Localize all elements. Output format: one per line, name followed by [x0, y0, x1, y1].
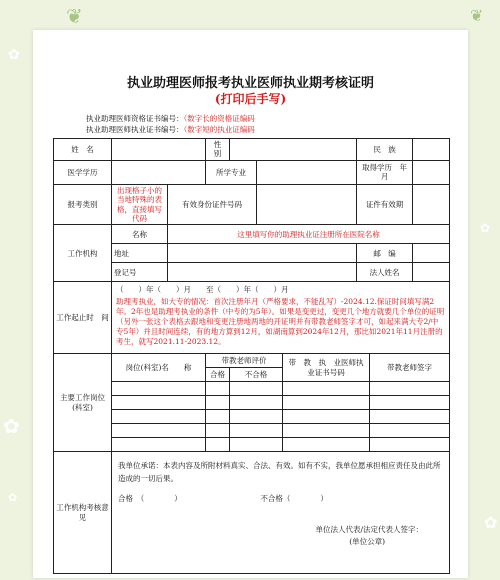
dept-row	[54, 438, 450, 452]
review-cell	[112, 452, 450, 574]
fail-cell[interactable]	[230, 424, 283, 438]
pass-header: 合格	[206, 368, 230, 382]
flower-decoration: ✿	[3, 414, 20, 438]
dept-name-cell[interactable]	[112, 382, 206, 396]
org-name-row	[54, 225, 450, 244]
org-register-row	[54, 263, 450, 282]
dept-row	[54, 410, 450, 424]
register-number-label: 登记号	[112, 263, 168, 282]
review-label: 工作机构考核意见	[54, 452, 112, 574]
gender-cell[interactable]	[230, 139, 357, 161]
fail-header: 不合格	[230, 368, 283, 382]
teacher-cert-cell[interactable]	[283, 438, 370, 452]
id-number-cell[interactable]	[257, 184, 357, 225]
qualification-cert-line	[86, 113, 255, 124]
education-cell[interactable]	[112, 160, 206, 184]
exam-category-label: 报考类别	[54, 184, 112, 225]
dept-name-cell[interactable]	[112, 424, 206, 438]
flower-decoration: ✿	[8, 47, 20, 63]
document-paper	[33, 30, 468, 578]
teacher-sign-header: 带教老师签字	[370, 354, 450, 382]
work-period-dates: （ ）年（ ）月 至（ ）年（ ）月	[116, 285, 289, 295]
exam-form-table	[53, 138, 450, 574]
legal-rep-cell[interactable]	[413, 263, 450, 282]
org-name-hint: 这里填写你的助理执业证注册所在医院名称	[168, 225, 450, 244]
qualification-cert-label: 执业助理医师资格证书编号：	[86, 114, 184, 123]
dept-name-cell[interactable]	[112, 410, 206, 424]
document-title: 执业助理医师报考执业医师执业期考核证明	[126, 76, 374, 91]
basic-info-row-2	[54, 160, 450, 184]
teacher-cert-cell[interactable]	[283, 424, 370, 438]
org-address-row	[54, 244, 450, 263]
teacher-cert-cell[interactable]	[283, 382, 370, 396]
work-org-label: 工作机构	[54, 225, 112, 282]
dept-row	[54, 396, 450, 410]
gender-label: 性 别	[206, 139, 230, 161]
pass-cell[interactable]	[206, 424, 230, 438]
practice-cert-label: 执业助理医师执业证书编号：	[86, 125, 184, 134]
basic-info-row-3	[54, 184, 450, 225]
fail-cell[interactable]	[230, 438, 283, 452]
work-period-row	[54, 282, 450, 354]
ethnic-label: 民 族	[357, 139, 413, 161]
work-period-hint: 助理考执业，如大专的情况：首次注册年月（严格要求，不能乱写）-2024.12.保证时间填写满2年。2年也是助理考执业的条件（中专的为5年）。如果是变更过，变更几个地方就要几个单位的证明（另外一张这个表格去跟地和变更注册地两地的开证明并有带教老师签字才可，如起来满大专2/中专5年）并且时间连续，有的地方算到12月，如湖南算到2024年12月，那比如2021年11月注册的考生，就写2021.11-2023.12。	[116, 296, 445, 347]
fail-cell[interactable]	[230, 382, 283, 396]
qualification-cert-hint: （数字长的资格证编码	[183, 114, 255, 123]
review-row	[54, 452, 450, 574]
name-cell[interactable]	[112, 139, 206, 161]
address-label: 地址	[112, 244, 168, 263]
postcode-label: 邮 编	[357, 244, 413, 263]
fail-cell[interactable]	[230, 410, 283, 424]
work-period-cell	[112, 282, 450, 354]
pass-cell[interactable]	[206, 382, 230, 396]
review-signature: 单位法人代表/法定代表人签字：	[315, 525, 424, 535]
review-promise: 我单位承诺：本表内容及所附材料真实、合法、有效。如有不实，我单位愿承担相应责任及由此所造成的一切后果。	[118, 461, 441, 483]
teacher-sign-cell[interactable]	[370, 410, 450, 424]
legal-rep-label: 法人姓名	[357, 263, 413, 282]
teacher-sign-cell[interactable]	[370, 382, 450, 396]
major-cell[interactable]	[257, 160, 357, 184]
degree-date-label: 取得学历 年 月	[357, 160, 413, 184]
pass-cell[interactable]	[206, 438, 230, 452]
dept-header-row-1	[54, 354, 450, 368]
teacher-sign-cell[interactable]	[370, 396, 450, 410]
teacher-cert-cell[interactable]	[283, 396, 370, 410]
practice-cert-line	[86, 124, 255, 135]
name-label: 姓 名	[54, 139, 112, 161]
pass-cell[interactable]	[206, 410, 230, 424]
basic-info-row-1	[54, 139, 450, 161]
teacher-cert-header: 带 教 执 业医师执业证书号码	[283, 354, 370, 382]
address-cell[interactable]	[168, 244, 357, 263]
flower-decoration: ✿	[480, 221, 491, 235]
review-seal: (单位公章)	[349, 536, 386, 546]
teacher-eval-header: 带教老师评价	[206, 354, 283, 368]
main-dept-label: 主要工作岗位(科室)	[54, 354, 112, 452]
teacher-cert-cell[interactable]	[283, 410, 370, 424]
practice-cert-hint: （数字短的执业证编码	[183, 125, 255, 134]
postcode-cell[interactable]	[413, 244, 450, 263]
dept-name-header: 岗位(科室)名 称	[112, 354, 206, 382]
document-subtitle: (打印后手写)	[214, 92, 287, 106]
major-label: 所学专业	[206, 160, 257, 184]
review-pass[interactable]: 合格 （ ）	[118, 493, 182, 503]
flower-decoration: ✿	[8, 491, 18, 504]
leaf-decoration: ❦	[66, 4, 83, 28]
dept-row	[54, 424, 450, 438]
fail-cell[interactable]	[230, 396, 283, 410]
id-number-label: 有效身份证件号码	[168, 184, 257, 225]
validity-cell[interactable]	[413, 184, 450, 225]
pass-cell[interactable]	[206, 396, 230, 410]
exam-category-hint: 出现格子小的当地特殊的表格，直接填写代码	[112, 184, 168, 225]
dept-row	[54, 382, 450, 396]
review-fail[interactable]: 不合格（ ）	[260, 493, 328, 503]
validity-label: 证件有效期	[357, 184, 413, 225]
flower-decoration: ✿	[484, 513, 498, 532]
dept-name-cell[interactable]	[112, 438, 206, 452]
teacher-sign-cell[interactable]	[370, 438, 450, 452]
review-result	[118, 494, 443, 503]
work-period-label: 工作起止时 间	[54, 282, 112, 354]
register-number-cell[interactable]	[168, 263, 357, 282]
education-label: 医学学历	[54, 160, 112, 184]
dept-name-cell[interactable]	[112, 396, 206, 410]
ethnic-cell[interactable]	[413, 139, 450, 161]
leaf-decoration: ❦	[470, 6, 484, 25]
org-name-label: 名称	[112, 225, 168, 244]
teacher-sign-cell[interactable]	[370, 424, 450, 438]
